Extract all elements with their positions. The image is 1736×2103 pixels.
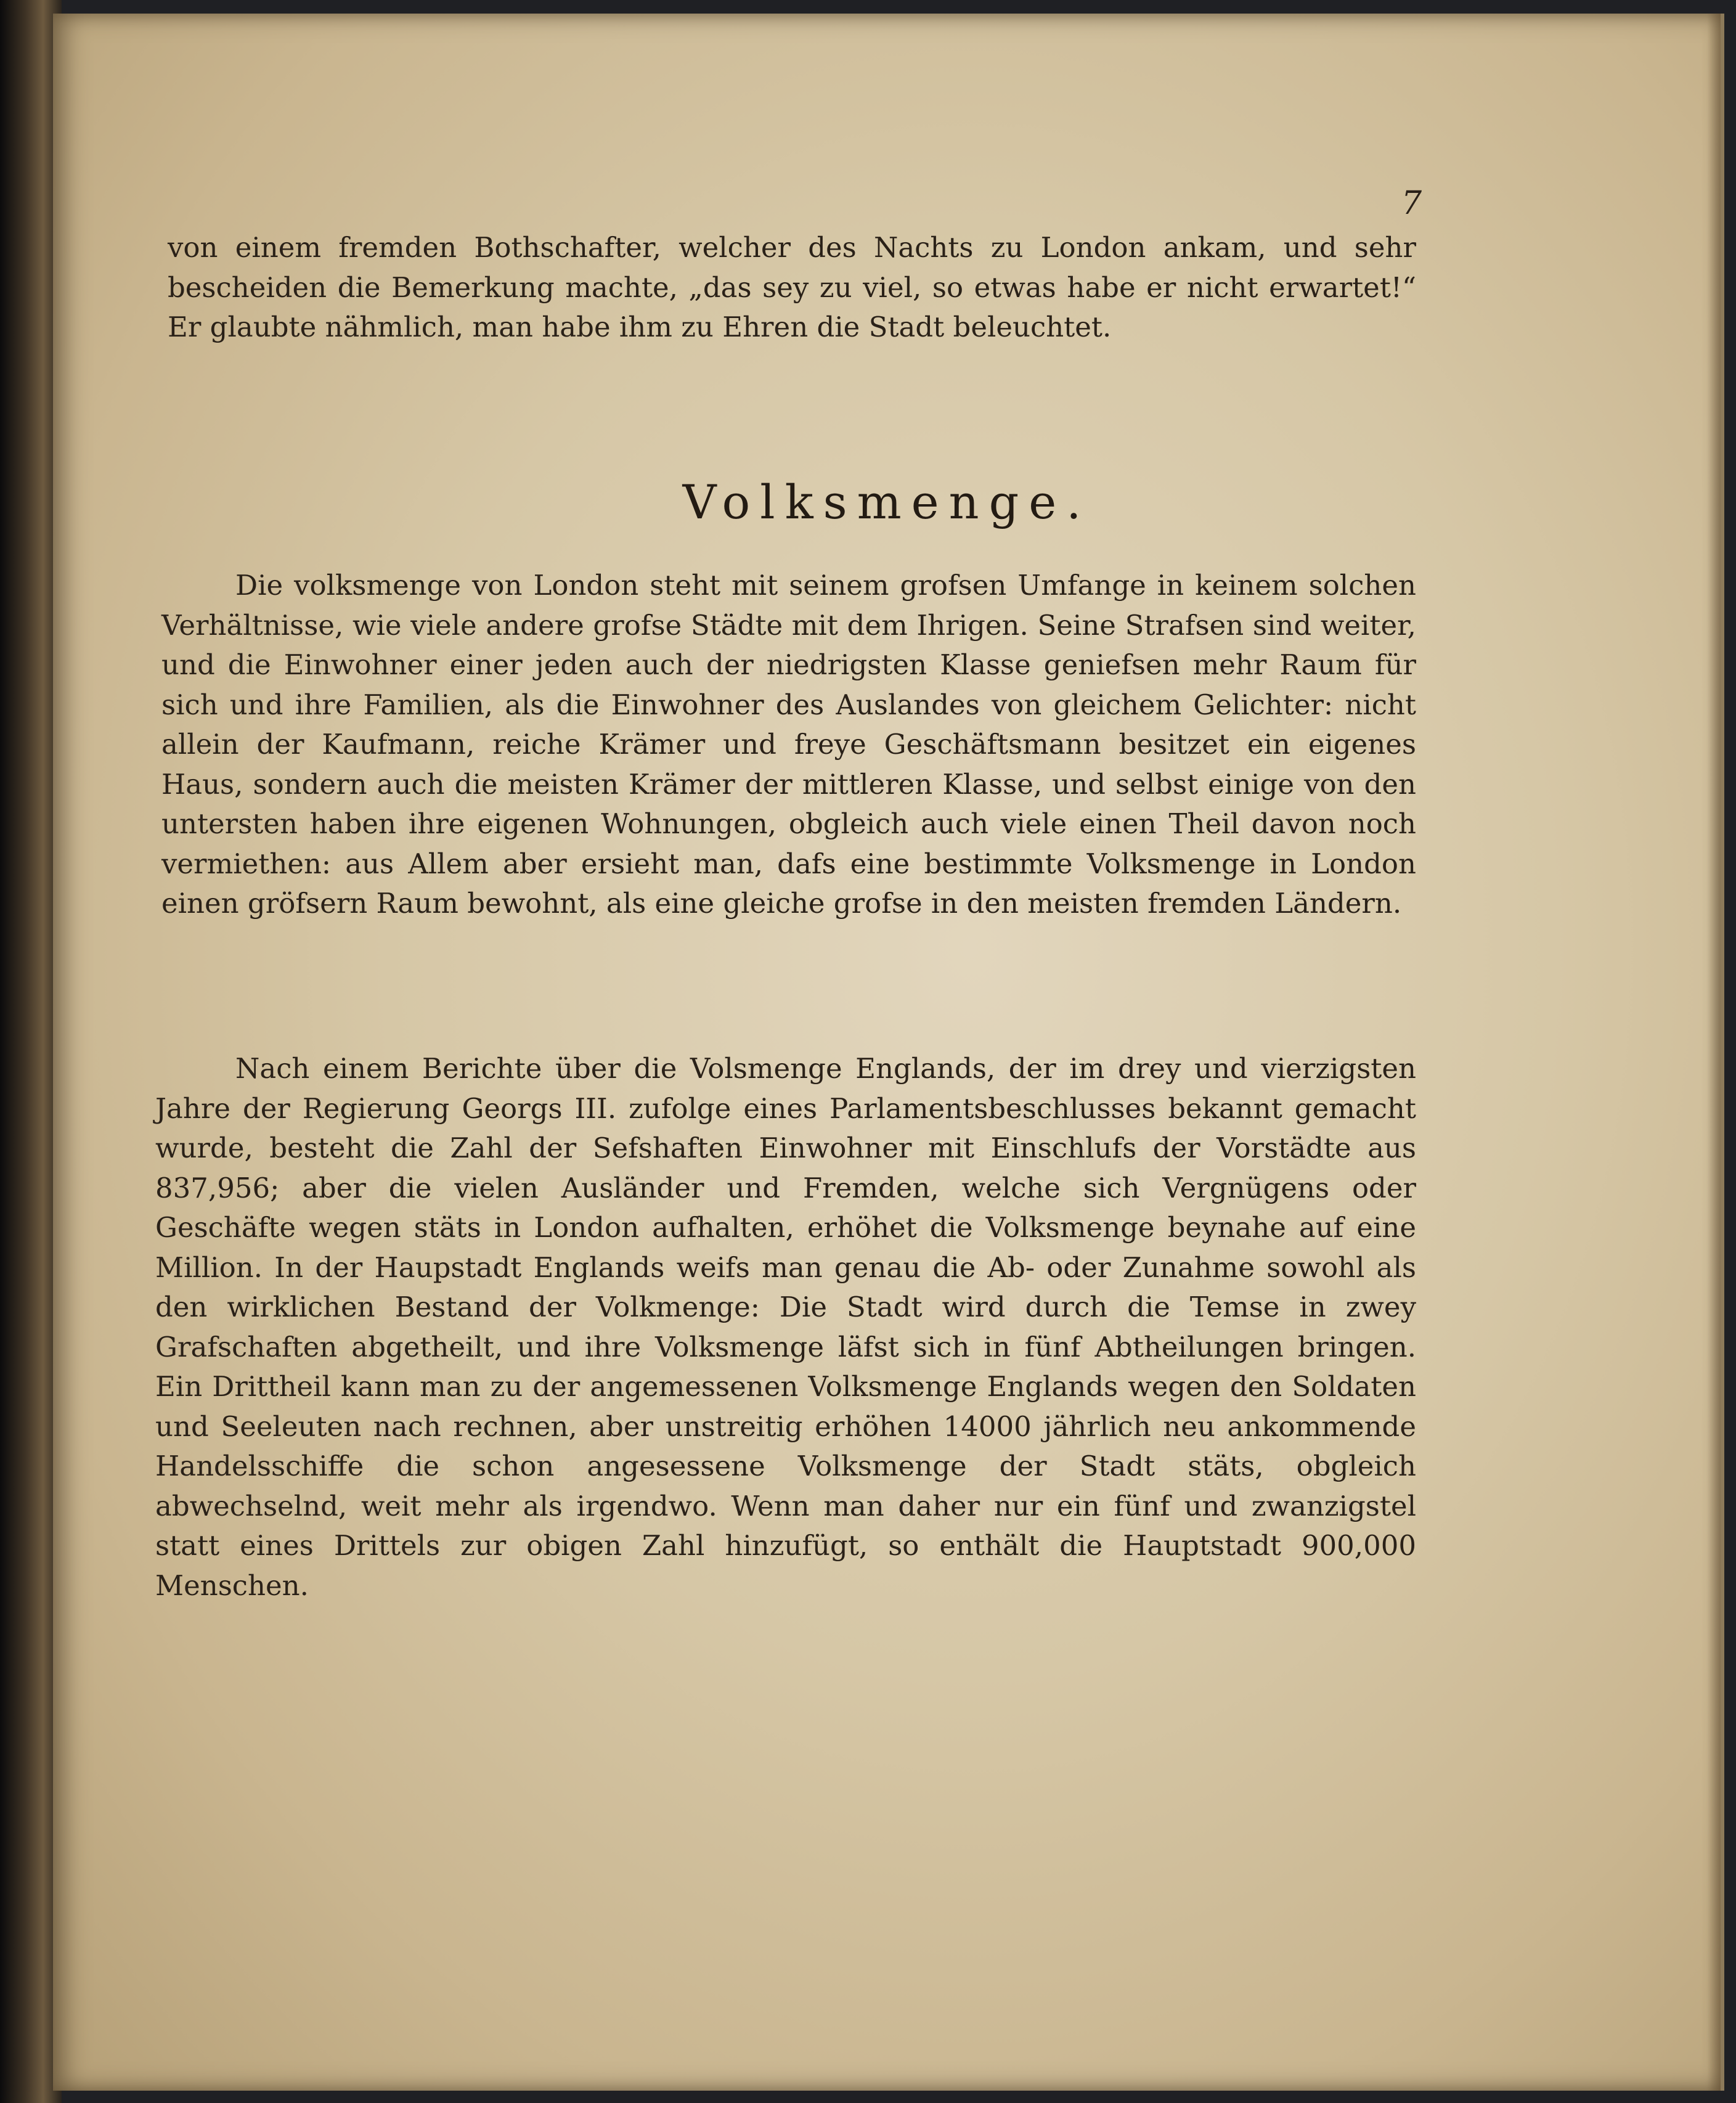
paragraph-1-text: Die volksmenge von London steht mit seinem grofsen Umfange in keinem solchen Verhältnisse, wie viele andere grofse Städte mit dem Ihrigen. Seine Strafsen sind weiter, und die Einwohner einer jeden auch der niedrigsten Klasse geniefsen mehr Raum für sich und ihre Familien, als die Einwohner des Auslandes von gleichem Gelichter: nicht allein der Kaufmann, reiche Krämer und freye Geschäftsmann besitzet ein eigenes Haus, sondern auch die meisten Krämer der mittleren Klasse, und selbst einige von den untersten haben ihre eigenen Wohnungen, obgleich auch viele einen Theil davon noch vermiethen: aus Allem aber ersieht man, dafs eine bestimmte Volksmenge in London einen gröfsern Raum bewohnt, als eine gleiche grofse in den meisten fremden Ländern. (161, 569, 1416, 920)
paragraph-2-text: Nach einem Berichte über die Volsmenge Englands, der im drey und vierzigsten Jahre der Regierung Georgs III. zufolge eines Parlamentsbeschlusses bekannt gemacht wurde, besteht die Zahl der Sefshaften Einwohner mit Einschlufs der Vorstädte aus 837,956; aber die vielen Ausländer und Fremden, welche sich Vergnügens oder Geschäfte wegen stäts in London aufhalten, erhöhet die Volksmenge beynahe auf eine Million. In der Haupstadt Englands weifs man genau die Ab- oder Zunahme sowohl als den wirklichen Bestand der Volkmenge: Die Stadt wird durch die Temse in zwey Grafschaften abgetheilt, und ihre Volksmenge läfst sich in fünf Abtheilungen bringen. Ein Drittheil kann man zu der angemessenen Volksmenge Englands wegen den Soldaten und Seeleuten nach rechnen, aber unstreitig erhöhen 14000 jährlich neu ankommende Handelsschiffe die schon angesessene Volksmenge der Stadt stäts, obgleich abwechselnd, weit mehr als irgendwo. Wenn man daher nur ein fünf und zwanzigstel statt eines Drittels zur obigen Zahl hinzufügt, so enthält die Hauptstadt 900,000 Menschen. (155, 1052, 1416, 1602)
page-number: 7 (1401, 185, 1422, 222)
page-edge-shadow (1707, 14, 1721, 2091)
intro-paragraph-text: von einem fremden Bothschafter, welcher des Nachts zu London ankam, und sehr bescheiden die Bemerkung machte, „das sey zu viel, so etwas habe er nicht erwartet!“ Er glaubte nähmlich, man habe ihm zu Ehren die Stadt beleuchtet. (168, 231, 1416, 343)
paragraph-2 (155, 1049, 1416, 1606)
paragraph-1 (161, 566, 1416, 924)
intro-paragraph (168, 228, 1416, 348)
book-spine (0, 0, 62, 2103)
section-heading: Volksmenge. (682, 475, 1091, 529)
page-sheet (53, 14, 1724, 2091)
